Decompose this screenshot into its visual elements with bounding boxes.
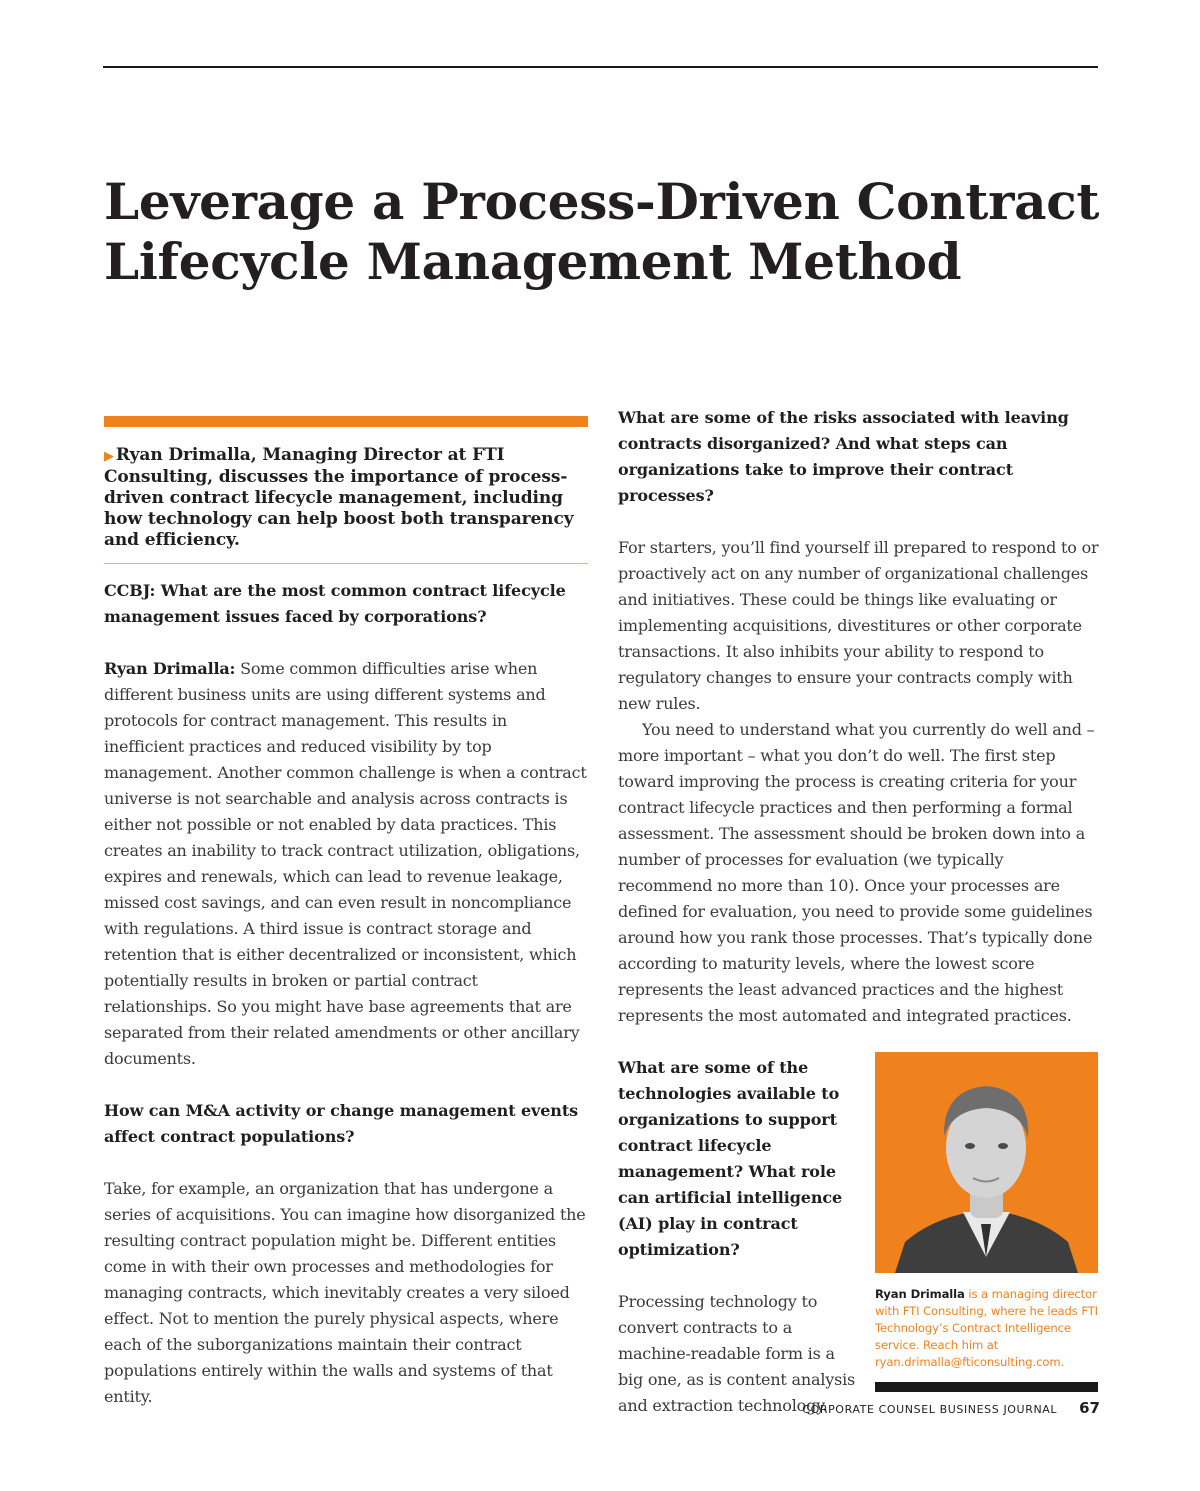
intro-text: Ryan Drimalla, Managing Director at FTI Consulting, discusses the importance of process-driven contract lifecycle management, including how technology can help boost both transparency and efficiency. [104,445,574,550]
speaker-label: Ryan Drimalla: [104,659,236,678]
triangle-right-icon: ▶ [104,449,114,464]
headline [104,172,1104,292]
headline-line-2: Lifecycle Management Method [104,232,962,291]
portrait-photo [875,1052,1098,1273]
answer-1-text: Some common difficulties arise when different business units are using different systems and protocols for contract management. This results in inefficient practices and reduced visibility by top management. Another common challenge is when a contract universe is not searchable and analysis across contracts is either not possible or not enabled by data practices. This creates an inability to track contract utilization, obligations, expires and renewals, which can lead to revenue leakage, missed cost savings, and can even result in noncompliance with regulations. A third issue is contract storage and retention that is either decentralized or inconsistent, which potentially results in broken or partial contract relationships. So you might have base agreements that are separated from their related amendments or other ancillary documents. [104,659,587,1068]
headline-line-1: Leverage a Process-Driven Contract [104,172,1100,231]
answer-3-paragraph-1: For starters, you’ll find yourself ill prepared to respond to or proactively act on any number of organizational challenges and initiatives. These could be things like evaluating or implementing acquisitions, divestitures or other corporate transactions. It also inhibits your ability to respond to regulatory changes to ensure your contracts comply with new rules. [618,538,1099,713]
photo-caption [875,1286,1100,1371]
answer-2: Take, for example, an organization that has undergone a series of acquisitions. You can imagine how disorganized the resulting contract population might be. Different entities come in with their own processes and methodologies for managing contracts, which inevitably creates a very siloed effect. Not to mention the purely physical aspects, where each of the suborganizations maintain their contract populations entirely within the walls and systems of that entity. [104,1179,586,1406]
page-footer [760,1398,1100,1417]
answer-4: Processing technology to convert contracts to a machine-readable form is a big one, as is content analysis and extraction technology. [618,1292,856,1415]
question-2: How can M&A activity or change management events affect contract populations? [104,1101,579,1146]
journal-name: CORPORATE COUNSEL BUSINESS JOURNAL [802,1403,1058,1416]
page-number: 67 [1079,1399,1100,1417]
portrait-illustration [875,1052,1098,1273]
caption-rule [875,1382,1098,1392]
intro-deck [104,445,588,564]
question-1: CCBJ: What are the most common contract lifecycle management issues faced by corporations? [104,581,566,626]
answer-1 [104,656,588,1072]
left-column [104,405,588,1410]
question-4: What are some of the technologies available to organizations to support contract lifecycle management? What role can artificial intelligence (AI) play in contract optimization? [618,1058,843,1259]
orange-accent-bar [104,416,588,427]
caption-name: Ryan Drimalla [875,1287,965,1301]
question-3: What are some of the risks associated with leaving contracts disorganized? And what steps can organizations take to improve their contract processes? [618,408,1069,505]
caption-text: is a managing director with FTI Consulting, where he leads FTI Technology’s Contract Intelligence service. Reach him at ryan.drimalla@fticonsulting.com. [875,1287,1098,1369]
top-rule [103,66,1098,68]
answer-3-paragraph-2: You need to understand what you currently do well and – more important – what you don’t do well. The first step toward improving the process is creating criteria for your contract lifecycle practices and then performing a formal assessment. The assessment should be broken down into a number of processes for evaluation (we typically recommend no more than 10). Once your processes are defined for evaluation, you need to provide some guidelines around how you rank those processes. That’s typically done according to maturity levels, where the lowest score represents the least advanced practices and the highest represents the most automated and integrated practices. [618,720,1095,1025]
